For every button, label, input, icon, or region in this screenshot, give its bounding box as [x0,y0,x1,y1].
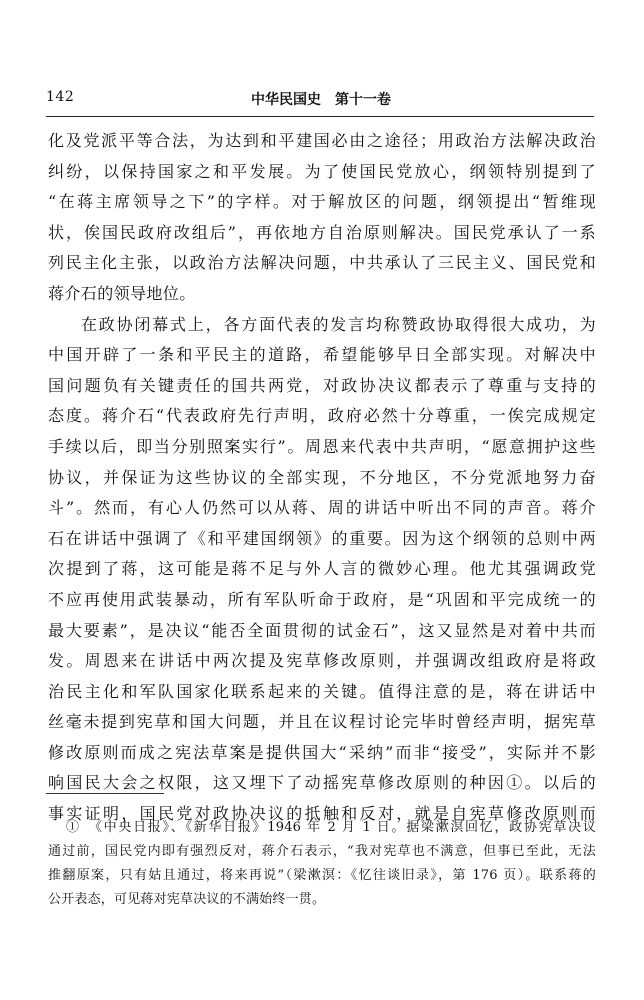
text-line: 治民主化和军队国家化联系起来的关键。值得注意的是，蒋在讲话中 [48,681,596,701]
footnote [48,816,596,912]
text-line: 国问题负有关键责任的国共两党，对政协决议都表示了尊重与支持的 [48,375,596,395]
paragraph-1 [48,126,596,310]
body-text [48,126,596,830]
text-line: 响国民大会之权限，这又埋下了动摇宪草修改原则的种因①。以后的 [48,773,596,793]
text-line: 协议，并保证为这些协议的全部实现，不分地区，不分党派地努力奋 [48,467,596,487]
footnote-line: ① 《中央日报》、《新华日报》1946 年 2 月 1 日。据梁漱溟回忆，政协宪草决议 [66,820,596,835]
text-line: 态度。蒋介石“代表政府先行声明，政府必然十分尊重，一俟完成规定 [48,406,596,426]
text-line: 石在讲话中强调了《和平建国纲领》的重要。因为这个纲领的总则中两 [48,528,596,548]
text-line: 纠纷，以保持国家之和平发展。为了使国民党放心，纲领特别提到了 [48,161,596,181]
text-line: 状，俟国民政府改组后”，再依地方自治原则解决。国民党承认了一系 [48,222,596,242]
text-line: “在蒋主席领导之下”的字样。对于解放区的问题，纲领提出“暂维现 [48,192,596,212]
text-line: 次提到了蒋，这可能是蒋不足与外人言的微妙心理。他尤其强调政党 [48,559,596,579]
text-line: 中国开辟了一条和平民主的道路，希望能够早日全部实现。对解决中 [48,345,596,365]
text-line: 蒋介石的领导地位。 [48,283,196,303]
text-line: 最大要素”，是决议“能否全面贯彻的试金石”，这又显然是对着中共而 [48,620,596,640]
page-number: 142 [46,89,75,105]
page-header [46,89,596,113]
text-line: 手续以后，即当分别照案实行”。周恩来代表中共声明，“愿意拥护这些 [48,436,596,456]
footnote-line: 通过前，国民党内即有强烈反对，蒋介石表示，“我对宪草也不满意，但事已至此，无法 [48,844,596,859]
header-rule [46,116,594,117]
text-line: 事实证明，国民党对政协决议的抵触和反对，就是自宪草修改原则而 [48,804,596,824]
text-line: 发。周恩来在讲话中两次提及宪草修改原则，并强调改组政府是将政 [48,651,596,671]
text-line: 化及党派平等合法，为达到和平建国必由之途径；用政治方法解决政治 [48,131,596,150]
paragraph-2 [48,310,596,830]
text-line: 修改原则而成之宪法草案是提供国大“采纳”而非“接受”，实际并不影 [48,742,596,762]
text-line: 斗”。然而，有心人仍然可以从蒋、周的讲话中听出不同的声音。蒋介 [48,498,596,518]
footnote-rule [46,793,164,794]
text-line: 不应再使用武装暴动，所有军队听命于政府，是“巩固和平完成统一的 [48,589,596,609]
footnote-line: 公开表态，可见蒋对宪草决议的不满始终一贯。 [48,892,326,907]
text-line: 在政协闭幕式上，各方面代表的发言均称赞政协取得很大成功，为 [81,314,596,334]
running-title: 中华民国史 第十一卷 [251,92,391,108]
text-line: 丝毫未提到宪草和国大问题，并且在议程讨论完毕时曾经声明，据宪草 [48,712,596,732]
text-line: 列民主化主张，以政治方法解决问题，中共承认了三民主义、国民党和 [48,253,596,273]
footnote-line: 推翻原案，只有姑且通过，将来再说”（梁漱溟：《忆往谈旧录》，第 176 页）。联系蒋的 [48,868,596,883]
